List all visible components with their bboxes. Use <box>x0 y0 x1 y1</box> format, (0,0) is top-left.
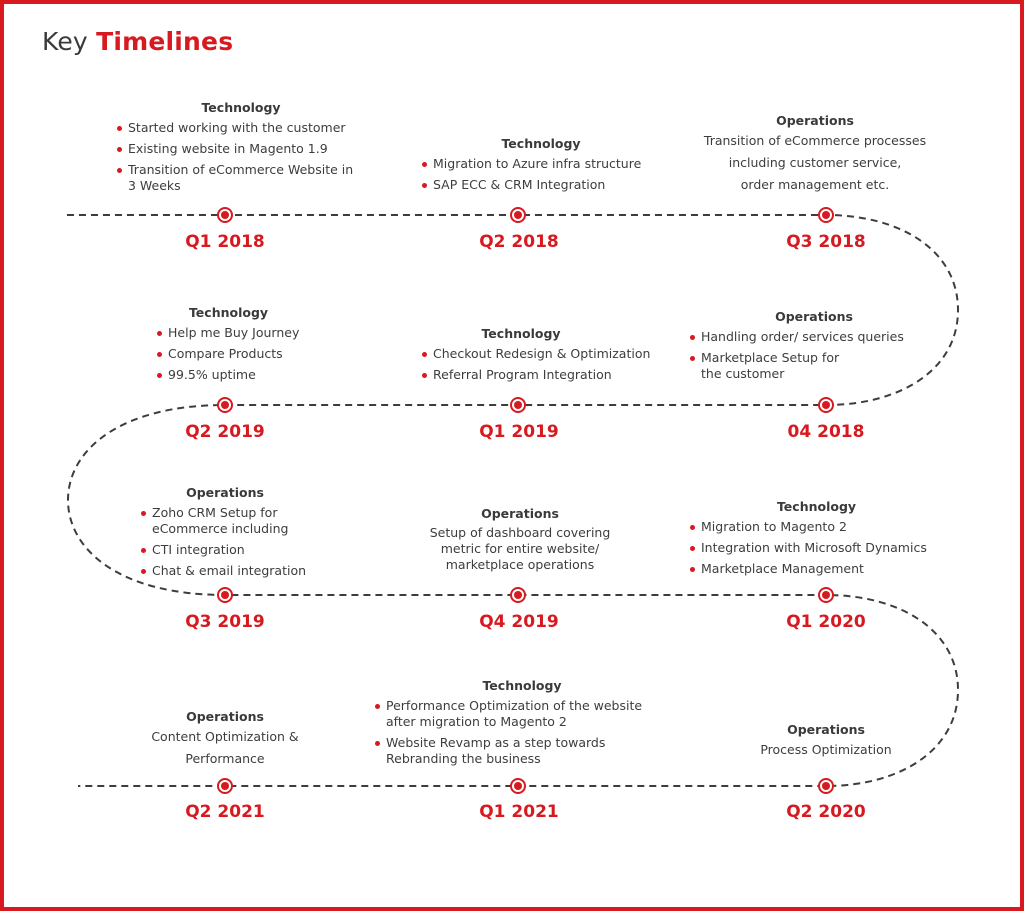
milestone-q2-2020-content <box>726 722 926 764</box>
quarter-label: Q2 2019 <box>185 422 265 442</box>
quarter-label: Q1 2019 <box>479 422 559 442</box>
milestone-bullet: 99.5% uptime <box>156 367 356 383</box>
milestone-bullet: CTI integration <box>140 542 340 558</box>
milestone-bullet: Started working with the customer <box>116 120 366 136</box>
milestone-bullet: Migration to Azure infra structure <box>421 156 661 172</box>
milestone-marker-icon <box>217 587 233 603</box>
milestone-bullet: Referral Program Integration <box>421 367 681 383</box>
milestone-bullet: Marketplace Setup for the customer <box>689 350 861 382</box>
quarter-label: Q1 2018 <box>185 232 265 252</box>
title-highlight: Timelines <box>96 27 234 56</box>
milestone-category: Operations <box>775 309 853 324</box>
milestone-bullet: Checkout Redesign & Optimization <box>421 346 681 362</box>
quarter-label: Q1 2020 <box>786 612 866 632</box>
milestone-category: Technology <box>501 136 581 151</box>
milestone-q4-2019-content <box>405 506 635 574</box>
milestone-text-line: order management etc. <box>740 177 890 192</box>
milestone-marker-icon <box>510 778 526 794</box>
milestone-q4-2018-content <box>689 309 939 387</box>
milestone-bullet: Integration with Microsoft Dynamics <box>689 540 969 556</box>
title-prefix: Key <box>42 27 88 56</box>
milestone-marker-icon <box>510 397 526 413</box>
milestone-marker-icon <box>217 778 233 794</box>
milestone-q1-2018-content <box>116 100 366 199</box>
milestone-category: Operations <box>481 506 559 521</box>
milestone-q1-2019-content <box>421 326 681 388</box>
milestone-category: Operations <box>186 709 264 724</box>
quarter-label: Q2 2020 <box>786 802 866 822</box>
milestone-text-line: Setup of dashboard covering <box>429 525 611 540</box>
milestone-marker-icon <box>217 207 233 223</box>
milestone-text-line: metric for entire website/ <box>440 541 600 556</box>
milestone-text-line: including customer service, <box>728 155 902 170</box>
milestone-text-line: Process Optimization <box>760 742 892 757</box>
milestone-bullet: Handling order/ services queries <box>689 329 939 345</box>
milestone-category: Technology <box>201 100 281 115</box>
milestone-marker-icon <box>818 397 834 413</box>
milestone-marker-icon <box>818 778 834 794</box>
quarter-label: Q4 2019 <box>479 612 559 632</box>
milestone-category: Technology <box>482 678 562 693</box>
milestone-bullet: Chat & email integration <box>140 563 340 579</box>
milestone-q3-2019-content <box>140 485 340 584</box>
milestone-bullet: Help me Buy Journey <box>156 325 356 341</box>
milestone-category: Technology <box>776 499 857 514</box>
milestone-marker-icon <box>818 587 834 603</box>
milestone-bullet: Existing website in Magento 1.9 <box>116 141 366 157</box>
milestone-q1-2020-content <box>689 499 969 582</box>
milestone-q1-2021-content <box>374 678 674 772</box>
milestone-bullet: Website Revamp as a step towards Rebranding the business <box>374 735 636 767</box>
quarter-label: 04 2018 <box>787 422 865 442</box>
milestone-category: Technology <box>188 305 269 320</box>
milestone-bullet: Migration to Magento 2 <box>689 519 969 535</box>
milestone-bullet: Transition of eCommerce Website in 3 Weeks <box>116 162 358 194</box>
milestone-text-line: Content Optimization & <box>151 729 299 744</box>
milestone-text-line: Transition of eCommerce processes <box>703 133 927 148</box>
milestone-marker-icon <box>510 587 526 603</box>
milestone-text-line: Performance <box>185 751 265 766</box>
quarter-label: Q2 2018 <box>479 232 559 252</box>
milestone-marker-icon <box>217 397 233 413</box>
milestone-marker-icon <box>510 207 526 223</box>
milestone-q2-2019-content <box>156 305 356 388</box>
milestone-bullet: Zoho CRM Setup for eCommerce including <box>140 505 307 537</box>
milestone-category: Operations <box>776 113 854 128</box>
milestone-bullet: Performance Optimization of the website after migration to Magento 2 <box>374 698 666 730</box>
milestone-category: Technology <box>481 326 561 341</box>
quarter-label: Q3 2018 <box>786 232 866 252</box>
quarter-label: Q3 2019 <box>185 612 265 632</box>
milestone-bullet: Marketplace Management <box>689 561 969 577</box>
milestone-bullet: Compare Products <box>156 346 356 362</box>
milestone-q2-2021-content <box>125 709 325 773</box>
milestone-category: Operations <box>787 722 865 737</box>
milestone-q3-2018-content <box>680 113 950 199</box>
milestone-marker-icon <box>818 207 834 223</box>
milestone-text-line: marketplace operations <box>445 557 595 572</box>
quarter-label: Q2 2021 <box>185 802 265 822</box>
milestone-q2-2018-content <box>421 136 661 198</box>
quarter-label: Q1 2021 <box>479 802 559 822</box>
milestone-bullet: SAP ECC & CRM Integration <box>421 177 661 193</box>
milestone-category: Operations <box>186 485 264 500</box>
